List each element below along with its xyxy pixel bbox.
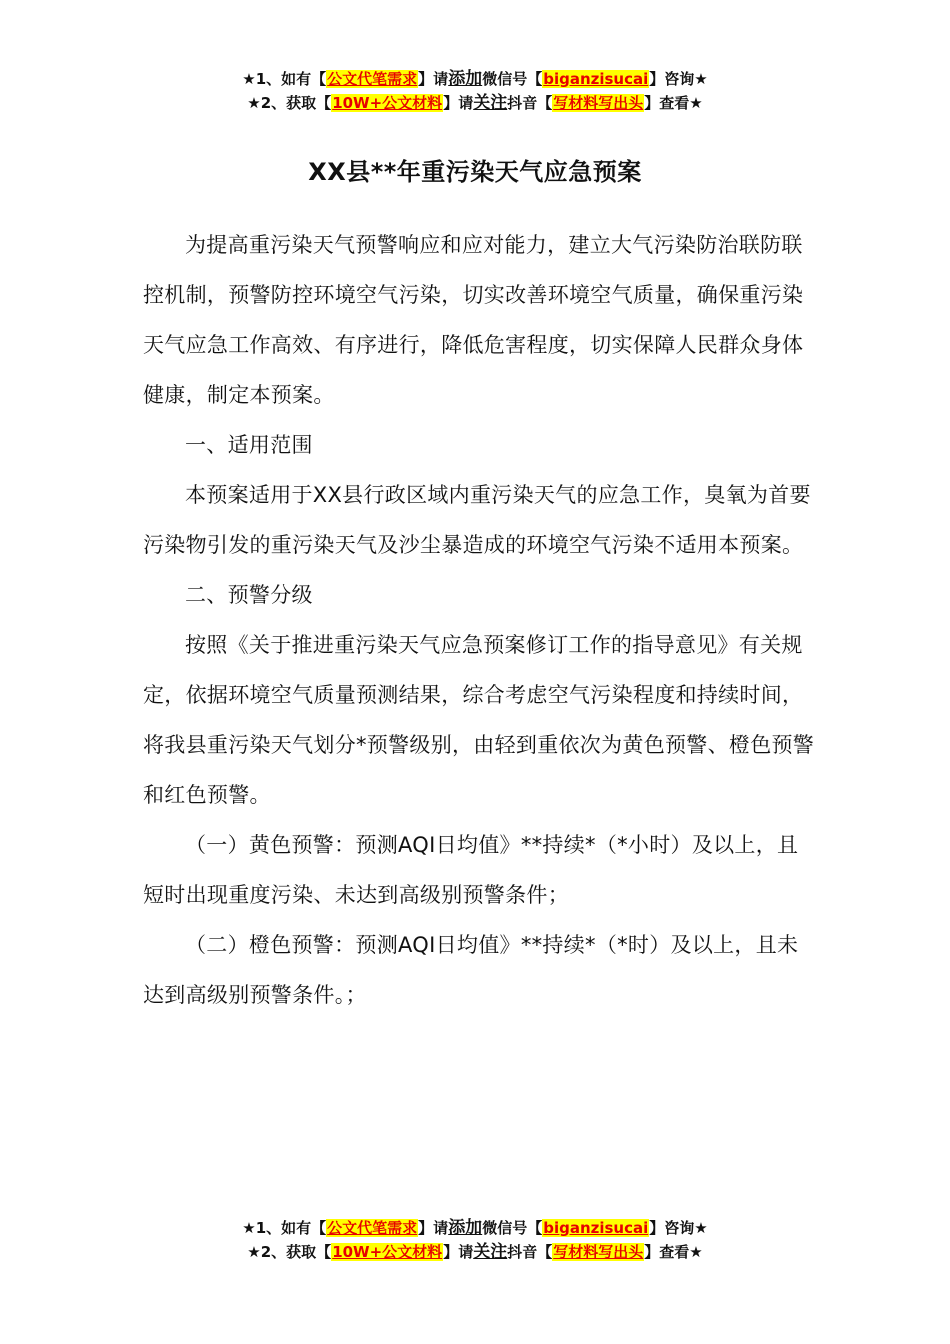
- section-heading-scope: 一、适用范围: [185, 433, 313, 457]
- banner-highlight: 公文代笔需求: [327, 70, 418, 88]
- banner-line-1: [0, 1216, 950, 1240]
- banner-highlight: 10W+公文材料: [332, 1243, 443, 1261]
- banner-text: ★1、如有【: [242, 1219, 327, 1237]
- paragraph-intro: 为提高重污染天气预警响应和应对能力，建立大气污染防治联防联控机制，预警防控环境空气污染，切实改善环境空气质量，确保重污染天气应急工作高效、有序进行，降低危害程度，切实保障人民群众身体健康，制定本预案。: [143, 233, 804, 407]
- banner-emphasis: 添加: [448, 1218, 483, 1238]
- douyin-account: 写材料写出头: [553, 94, 644, 112]
- banner-text: 】查看★: [644, 94, 703, 112]
- banner-highlight: 10W+公文材料: [332, 94, 443, 112]
- banner-emphasis: 关注: [473, 1242, 508, 1262]
- banner-line-2: [0, 1240, 950, 1264]
- paragraph-warning-levels: 按照《关于推进重污染天气应急预案修订工作的指导意见》有关规定，依据环境空气质量预测结果，综合考虑空气污染程度和持续时间，将我县重污染天气划分*预警级别，由轻到重依次为黄色预警、橙色预警和红色预警。: [143, 633, 815, 807]
- banner-text: 抖音【: [507, 1243, 553, 1261]
- paragraph-yellow-warning: （一）黄色预警：预测AQI日均值》**持续*（*小时）及以上，且短时出现重度污染、未达到高级别预警条件；: [143, 833, 799, 907]
- banner-text: ★1、如有【: [242, 70, 327, 88]
- banner-text: ★2、获取【: [247, 94, 332, 112]
- document-body: [143, 220, 815, 1020]
- banner-text: 】请: [418, 1219, 449, 1237]
- bottom-banner: [0, 1216, 950, 1264]
- banner-text: 】查看★: [644, 1243, 703, 1261]
- banner-line-2: [0, 91, 950, 115]
- paragraph-orange-warning: （二）橙色预警：预测AQI日均值》**持续*（*时）及以上，且未达到高级别预警条件。；: [143, 933, 799, 1007]
- wechat-id: biganzisucai: [543, 1219, 649, 1237]
- section-heading-warning-levels: 二、预警分级: [185, 583, 313, 607]
- wechat-id: biganzisucai: [543, 70, 649, 88]
- douyin-account: 写材料写出头: [553, 1243, 644, 1261]
- banner-emphasis: 关注: [473, 93, 508, 113]
- banner-text: 抖音【: [507, 94, 553, 112]
- banner-emphasis: 添加: [448, 69, 483, 89]
- banner-text: 微信号【: [482, 70, 543, 88]
- banner-highlight: 公文代笔需求: [327, 1219, 418, 1237]
- banner-text: 】请: [418, 70, 449, 88]
- banner-text: 微信号【: [482, 1219, 543, 1237]
- paragraph-scope: 本预案适用于XX县行政区域内重污染天气的应急工作，臭氧为首要污染物引发的重污染天气及沙尘暴造成的环境空气污染不适用本预案。: [143, 483, 811, 557]
- banner-text: 】请: [443, 94, 474, 112]
- banner-text: 】咨询★: [649, 1219, 708, 1237]
- banner-text: 】咨询★: [649, 70, 708, 88]
- banner-text: ★2、获取【: [247, 1243, 332, 1261]
- document-title: XX县**年重污染天气应急预案: [308, 158, 642, 186]
- banner-text: 】请: [443, 1243, 474, 1261]
- banner-line-1: [0, 67, 950, 91]
- top-banner: [0, 67, 950, 115]
